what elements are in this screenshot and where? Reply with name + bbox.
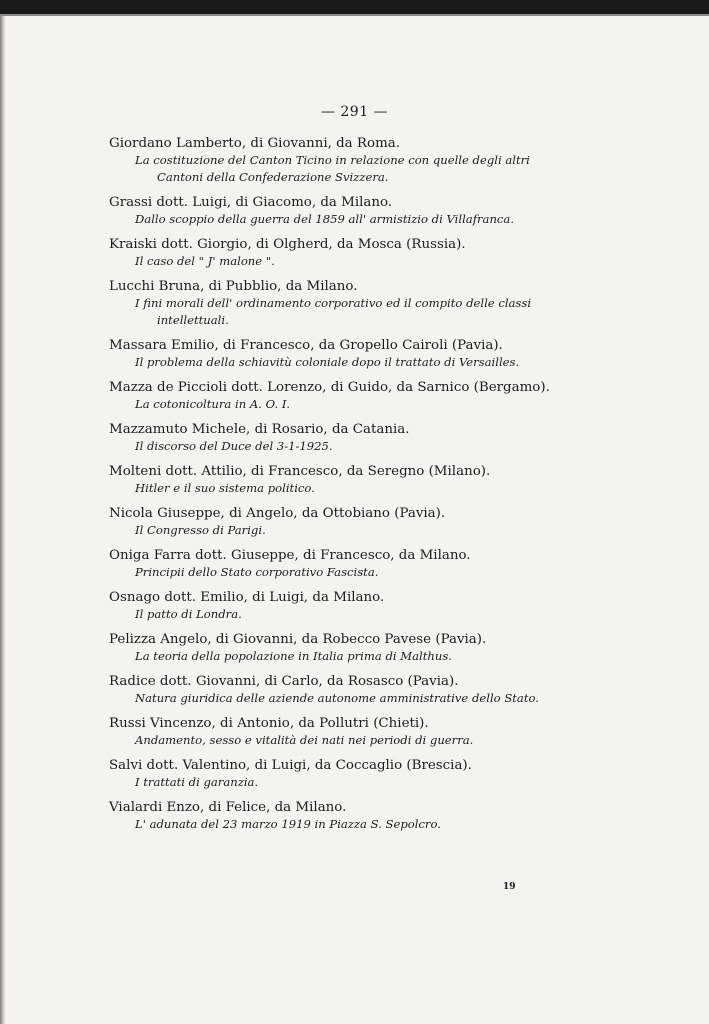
entry-author: Giordano Lamberto, di Giovanni, da Roma. (109, 136, 401, 151)
signature-mark: 19 (503, 882, 516, 892)
entry (109, 547, 549, 581)
entry-author: Russi Vincenzo, di Antonio, da Pollutri (Chieti). (109, 716, 429, 731)
scan-top-border-shadow (0, 14, 709, 16)
entry-author: Mazza de Piccioli dott. Lorenzo, di Guido, da Sarnico (Bergamo). (109, 380, 550, 395)
entry-author: Mazzamuto Michele, di Rosario, da Catania. (109, 422, 410, 437)
entry (109, 135, 549, 186)
entry (109, 421, 549, 455)
entry (109, 715, 549, 749)
entry-thesis-title: Il patto di Londra. (135, 607, 242, 621)
entry-author: Nicola Giuseppe, di Angelo, da Ottobiano (Pavia). (109, 506, 446, 521)
entry-author: Oniga Farra dott. Giuseppe, di Francesco, da Milano. (109, 548, 471, 563)
page-number: — 291 — (320, 104, 389, 120)
entry-thesis-title: Hitler e il suo sistema politico. (135, 481, 315, 495)
entry-author: Molteni dott. Attilio, di Francesco, da Seregno (Milano). (109, 464, 491, 479)
entry-author: Pelizza Angelo, di Giovanni, da Robecco Pavese (Pavia). (109, 632, 487, 647)
entry-author: Grassi dott. Luigi, di Giacomo, da Milano. (109, 195, 393, 210)
entry-author: Salvi dott. Valentino, di Luigi, da Coccaglio (Brescia). (109, 758, 472, 773)
entry-author: Kraiski dott. Giorgio, di Olgherd, da Mosca (Russia). (109, 237, 466, 252)
entry-thesis-title: Dallo scoppio della guerra del 1859 all' armistizio di Villafranca. (135, 212, 514, 226)
entry (109, 337, 549, 371)
entry (109, 673, 549, 707)
entry-author: Vialardi Enzo, di Felice, da Milano. (109, 800, 347, 815)
scan-left-edge (0, 16, 6, 1024)
entry-thesis-title: La cotonicoltura in A. O. I. (135, 397, 291, 411)
entry-list (109, 135, 549, 841)
scan-top-border (0, 0, 709, 14)
entry (109, 463, 549, 497)
entry (109, 194, 549, 228)
entry (109, 799, 549, 833)
entry (109, 278, 549, 329)
entry-thesis-title: Il discorso del Duce del 3-1-1925. (135, 439, 333, 453)
entry (109, 236, 549, 270)
entry-thesis-title: I trattati di garanzia. (135, 775, 259, 789)
entry (109, 379, 549, 413)
entry-author: Osnago dott. Emilio, di Luigi, da Milano. (109, 590, 385, 605)
entry-thesis-title: Natura giuridica delle aziende autonome amministrative dello Stato. (135, 691, 539, 705)
entry-thesis-title: La costituzione del Canton Ticino in relazione con quelle degli altri Cantoni della Confederazione Svizzera. (135, 153, 530, 184)
entry-author: Radice dott. Giovanni, di Carlo, da Rosasco (Pavia). (109, 674, 459, 689)
entry-thesis-title: Principii dello Stato corporativo Fascista. (135, 565, 379, 579)
entry-thesis-title: L' adunata del 23 marzo 1919 in Piazza S. Sepolcro. (135, 817, 441, 831)
entry-thesis-title: Il problema della schiavitù coloniale dopo il trattato di Versailles. (135, 355, 520, 369)
entry (109, 505, 549, 539)
entry (109, 631, 549, 665)
entry-author: Lucchi Bruna, di Pubblio, da Milano. (109, 279, 358, 294)
entry (109, 589, 549, 623)
entry-thesis-title: Il Congresso di Parigi. (135, 523, 266, 537)
entry (109, 757, 549, 791)
entry-thesis-title: Il caso del " J' malone ". (135, 254, 275, 268)
entry-author: Massara Emilio, di Francesco, da Gropello Cairoli (Pavia). (109, 338, 503, 353)
entry-thesis-title: Andamento, sesso e vitalità dei nati nei periodi di guerra. (135, 733, 474, 747)
entry-thesis-title: I fini morali dell' ordinamento corporativo ed il compito delle classi intellettuali. (135, 296, 532, 327)
entry-thesis-title: La teoria della popolazione in Italia prima di Malthus. (135, 649, 452, 663)
